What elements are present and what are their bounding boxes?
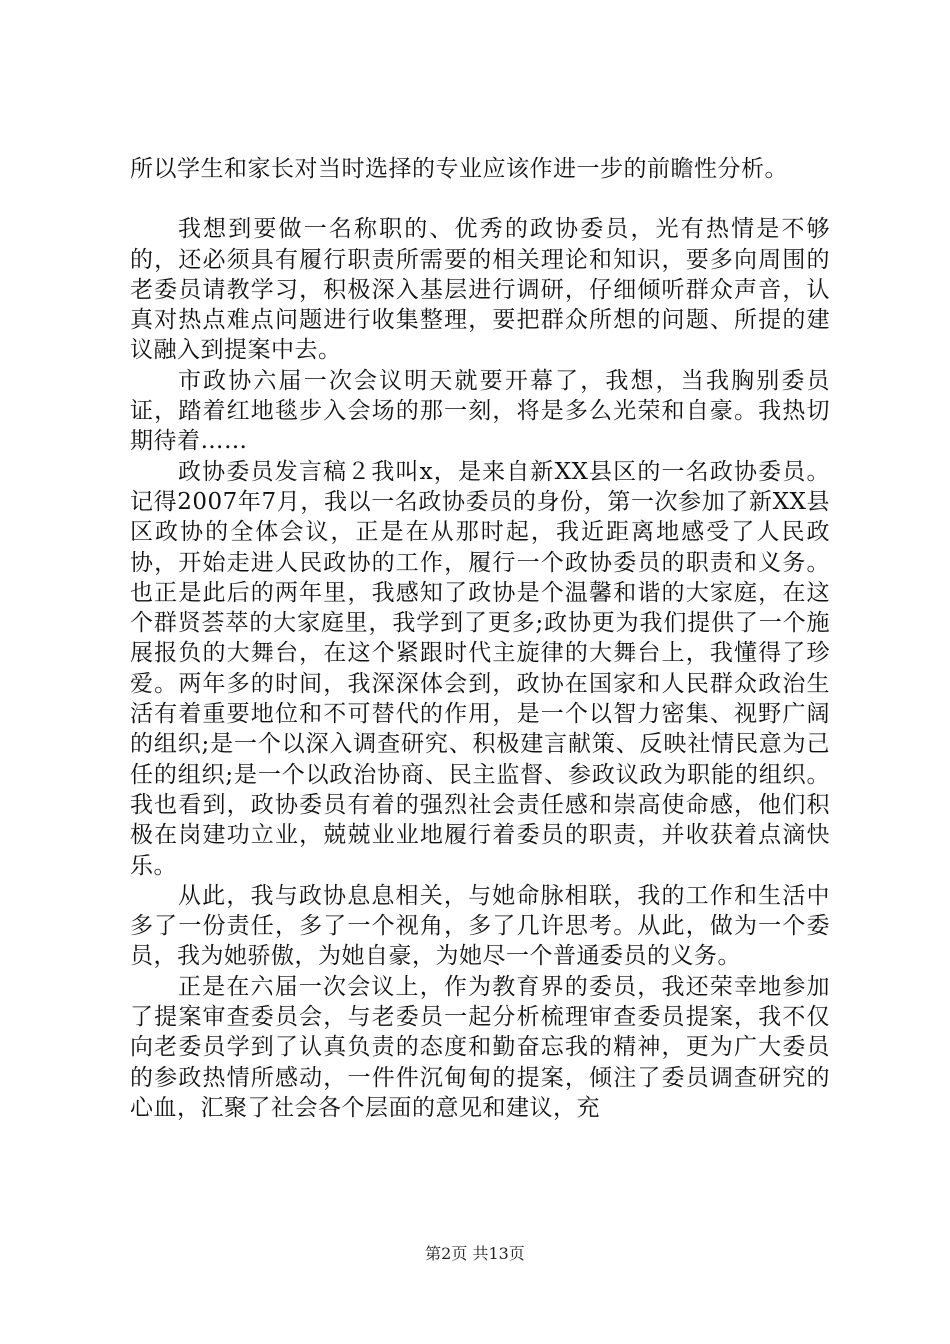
paragraph-continuation: 所以学生和家长对当时选择的专业应该作进一步的前瞻性分析。 xyxy=(130,156,788,182)
paragraph: 从此，我与政协息息相关，与她命脉相联，我的工作和生活中多了一份责任，多了一个视角，多了几许思考。从此，做为一个委员，我为她骄傲，为她自豪，为她尽一个普通委员的义务。 xyxy=(130,882,830,970)
page-number-footer: 第2页 共13页 xyxy=(425,1244,525,1263)
paragraph: 市政协六届一次会议明天就要开幕了，我想，当我胸别委员证，踏着红地毯步入会场的那一刻，将是多么光荣和自豪。我热切期待着…… xyxy=(130,367,830,455)
paragraph: 正是在六届一次会议上，作为教育界的委员，我还荣幸地参加了提案审查委员会，与老委员一起分析梳理审查委员提案，我不仅向老委员学到了认真负责的态度和勤奋忘我的精神，更为广大委员的参政热情所感动，一件件沉甸甸的提案，倾注了委员调查研究的心血，汇聚了社会各个层面的意见和建议，充 xyxy=(130,973,830,1121)
paragraph: 政协委员发言稿２我叫x，是来自新XX县区的一名政协委员。记得2007年7月，我以一名政协委员的身份，第一次参加了新XX县区政协的全体会议，正是在从那时起，我近距离地感受了人民政协，开始走进人民政协的工作，履行一个政协委员的职责和义务。也正是此后的两年里，我感知了政协是个温馨和谐的大家庭，在这个群贤荟萃的大家庭里，我学到了更多;政协更为我们提供了一个施展报负的大舞台，在这个紧跟时代主旋律的大舞台上，我懂得了珍爱。两年多的时间，我深深体会到，政协在国家和人民群众政治生活有着重要地位和不可替代的作用，是一个以智力密集、视野广阔的组织;是一个以深入调查研究、积极建言献策、反映社情民意为己任的组织;是一个以政治协商、民主监督、参政议政为职能的组织。我也看到，政协委员有着的强烈社会责任感和崇高使命感，他们积极在岗建功立业，兢兢业业地履行着委员的职责，并收获着点滴快乐。 xyxy=(130,458,830,879)
paragraph: 我想到要做一名称职的、优秀的政协委员，光有热情是不够的，还必须具有履行职责所需要的相关理论和知识，要多向周围的老委员请教学习，积极深入基层进行调研，仔细倾听群众声音，认真对热点难点问题进行收集整理，要把群众所想的问题、所提的建议融入到提案中去。 xyxy=(130,216,830,364)
document-body xyxy=(130,154,830,1123)
